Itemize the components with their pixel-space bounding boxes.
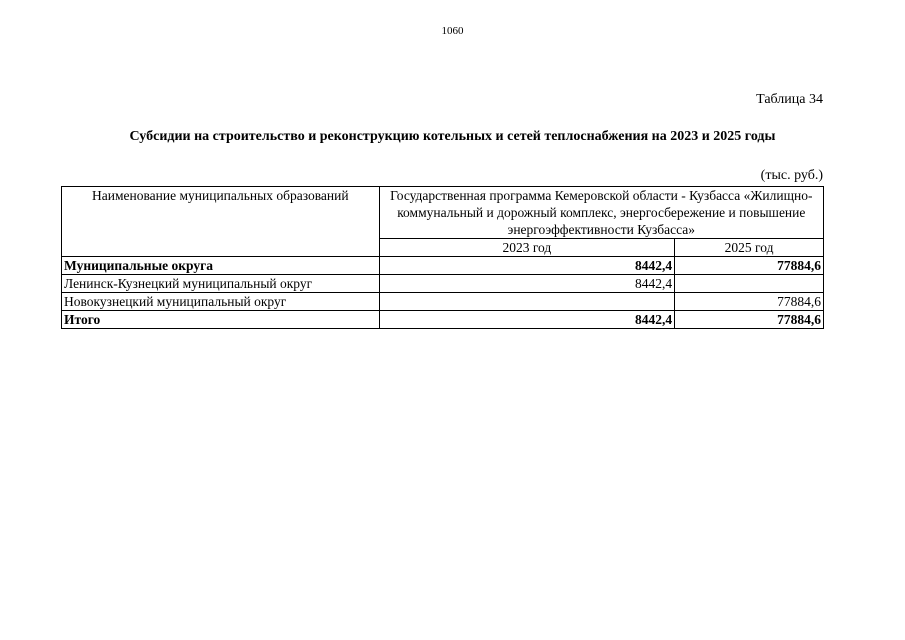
row-value-2025 [675, 275, 824, 293]
row-name: Ленинск-Кузнецкий муниципальный округ [62, 275, 380, 293]
table-row [62, 311, 824, 329]
table-row [62, 275, 824, 293]
header-state-program: Государственная программа Кемеровской области - Кузбасса «Жилищно-коммунальный и дорожный комплекс, энергосбережение и повышение энергоэффективности Кузбасса» [379, 187, 823, 239]
row-name: Новокузнецкий муниципальный округ [62, 293, 380, 311]
table-number: Таблица 34 [756, 92, 823, 107]
units-label: (тыс. руб.) [760, 168, 823, 183]
table-title: Субсидии на строительство и реконструкцию котельных и сетей теплоснабжения на 2023 и 2025 годы [129, 129, 776, 144]
row-value-2025: 77884,6 [675, 293, 824, 311]
row-name: Муниципальные округа [62, 257, 380, 275]
row-value-2023: 8442,4 [379, 311, 675, 329]
row-value-2023 [379, 293, 675, 311]
row-value-2023: 8442,4 [379, 257, 675, 275]
row-value-2025: 77884,6 [675, 311, 824, 329]
row-value-2025: 77884,6 [675, 257, 824, 275]
table-row [62, 257, 824, 275]
header-year-2023: 2023 год [379, 239, 675, 257]
row-name: Итого [62, 311, 380, 329]
table-row [62, 293, 824, 311]
header-municipality-name: Наименование муниципальных образований [62, 187, 380, 257]
subsidies-table [61, 186, 824, 329]
header-year-2025: 2025 год [675, 239, 824, 257]
row-value-2023: 8442,4 [379, 275, 675, 293]
page-number: 1060 [441, 25, 464, 37]
